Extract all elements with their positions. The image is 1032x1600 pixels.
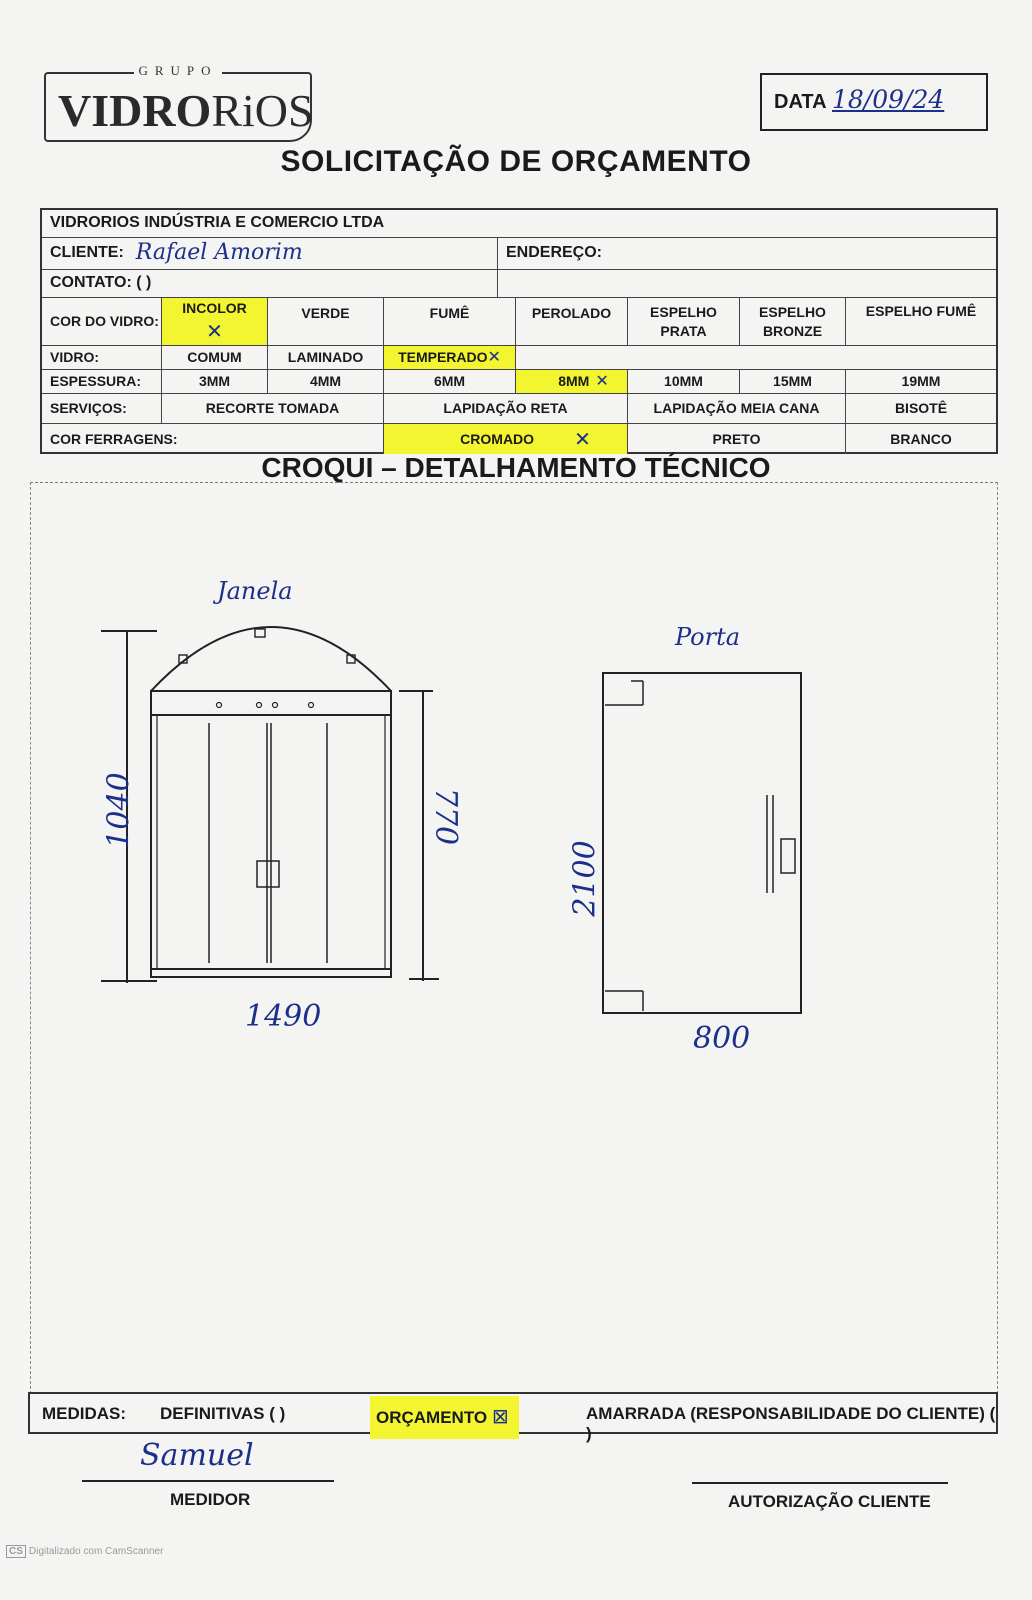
sketch-area	[30, 482, 998, 1394]
glass-type-laminado: LAMINADO	[268, 346, 384, 369]
glass-color-incolor	[162, 298, 268, 345]
date-value: 18/09/24	[832, 85, 945, 114]
window-handle	[257, 861, 279, 887]
door-width-value: 800	[693, 1021, 751, 1056]
glass-type-row	[42, 346, 996, 370]
glass-type-temperado	[384, 346, 516, 369]
glass-color-perolado: PEROLADO	[516, 298, 628, 345]
window-screw	[273, 703, 278, 708]
company-name: VIDRORIOS INDÚSTRIA E COMERCIO LTDA	[50, 214, 385, 232]
thickness-label: ESPESSURA:	[42, 370, 162, 393]
client-cell	[42, 238, 498, 269]
contact-row	[42, 270, 996, 298]
service-recorte-tomada: RECORTE TOMADA	[162, 394, 384, 423]
contact-label: CONTATO: ( )	[42, 270, 498, 297]
client-auth-label: AUTORIZAÇÃO CLIENTE	[728, 1492, 931, 1511]
service-lapidacao-reta: LAPIDAÇÃO RETA	[384, 394, 628, 423]
order-form-table	[40, 208, 998, 454]
glass-color-label: COR DO VIDRO:	[42, 298, 162, 345]
selected-x-mark: ✕	[574, 427, 591, 451]
glass-type-empty	[516, 346, 996, 369]
services-row	[42, 394, 996, 424]
thickness-row	[42, 370, 996, 394]
scanner-watermark	[6, 1545, 163, 1558]
window-screw	[309, 703, 314, 708]
sketch-title: CROQUI – DETALHAMENTO TÉCNICO	[261, 452, 771, 483]
budget-check-mark: ⊠	[491, 1406, 509, 1428]
thickness-6mm: 6MM	[384, 370, 516, 393]
measurer-label: MEDIDOR	[170, 1490, 251, 1509]
measures-tied: AMARRADA (RESPONSABILIDADE DO CLIENTE) ( )	[586, 1404, 996, 1443]
logo-group-text: GRUPO	[134, 63, 221, 78]
measures-row	[28, 1392, 998, 1443]
thickness-4mm: 4MM	[268, 370, 384, 393]
glass-color-incolor-text: INCOLOR	[182, 300, 247, 317]
camscanner-logo: CS	[6, 1545, 26, 1558]
hardware-color-preto: PRETO	[628, 424, 846, 454]
thickness-8mm-text: 8MM	[558, 373, 590, 390]
glass-color-verde: VERDE	[268, 298, 384, 345]
measures-budget	[370, 1396, 519, 1439]
date-label: DATA	[774, 91, 827, 113]
glass-type-temperado-text: TEMPERADO	[398, 349, 488, 366]
selected-x-mark: ✕	[595, 371, 609, 391]
hardware-color-cromado-text: CROMADO	[460, 430, 535, 447]
company-row	[42, 210, 996, 238]
window-hinge	[255, 629, 265, 637]
hardware-color-row	[42, 424, 996, 454]
glass-type-label: VIDRO:	[42, 346, 162, 369]
thickness-15mm: 15MM	[740, 370, 846, 393]
glass-color-row	[42, 298, 996, 346]
window-height-total-value: 1040	[101, 772, 137, 849]
client-row	[42, 238, 996, 270]
client-signature-line	[692, 1482, 948, 1484]
measures-label: MEDIDAS:	[42, 1404, 127, 1423]
hardware-color-cromado	[384, 424, 628, 454]
date-box	[760, 73, 988, 131]
window-screw	[217, 703, 222, 708]
door-frame	[603, 673, 801, 1013]
thickness-19mm: 19MM	[901, 373, 941, 390]
client-label: CLIENTE:	[50, 244, 124, 262]
hardware-color-branco: BRANCO	[890, 430, 952, 447]
measures-definitive: DEFINITIVAS ( )	[160, 1404, 286, 1423]
window-screw	[257, 703, 262, 708]
selected-x-mark: ✕	[206, 318, 223, 343]
selected-x-mark: ✕	[487, 347, 501, 367]
client-value: Rafael Amorim	[135, 240, 303, 266]
glass-type-comum: COMUM	[162, 346, 268, 369]
glass-color-fume: FUMÊ	[384, 298, 516, 345]
thickness-8mm	[516, 370, 628, 393]
address-label: ENDEREÇO:	[506, 244, 603, 262]
glass-color-espelho-prata: ESPELHO PRATA	[628, 298, 740, 345]
window-top-panel	[151, 691, 391, 715]
logo-name-bold: VIDRO	[58, 85, 212, 136]
door-lock	[781, 839, 795, 873]
measurer-signature-line	[82, 1480, 334, 1482]
thickness-3mm: 3MM	[162, 370, 268, 393]
window-height-value: 770	[428, 787, 464, 846]
scanner-text: Digitalizado com CamScanner	[28, 1546, 164, 1557]
window-label: Janela	[217, 577, 293, 605]
measures-budget-text: ORÇAMENTO	[376, 1408, 488, 1427]
measurer-signature: Samuel	[140, 1438, 254, 1473]
page-title: SOLICITAÇÃO DE ORÇAMENTO	[280, 145, 752, 178]
technical-sketch	[31, 483, 997, 1393]
contact-empty	[498, 270, 996, 297]
door-label: Porta	[675, 623, 741, 651]
services-label: SERVIÇOS:	[42, 394, 162, 423]
thickness-10mm: 10MM	[628, 370, 740, 393]
glass-color-espelho-fume: ESPELHO FUMÊ	[865, 303, 977, 319]
door-height-value: 2100	[567, 840, 603, 917]
window-width-value: 1490	[245, 999, 322, 1034]
company-logo	[44, 63, 314, 142]
hardware-color-label: COR FERRAGENS:	[42, 424, 384, 454]
glass-color-espelho-bronze: ESPELHO BRONZE	[740, 298, 846, 345]
logo-name-thin: RiOS	[211, 85, 314, 136]
service-lapidacao-meia-cana: LAPIDAÇÃO MEIA CANA	[628, 394, 846, 423]
service-bisote: BISOTÊ	[894, 400, 948, 417]
